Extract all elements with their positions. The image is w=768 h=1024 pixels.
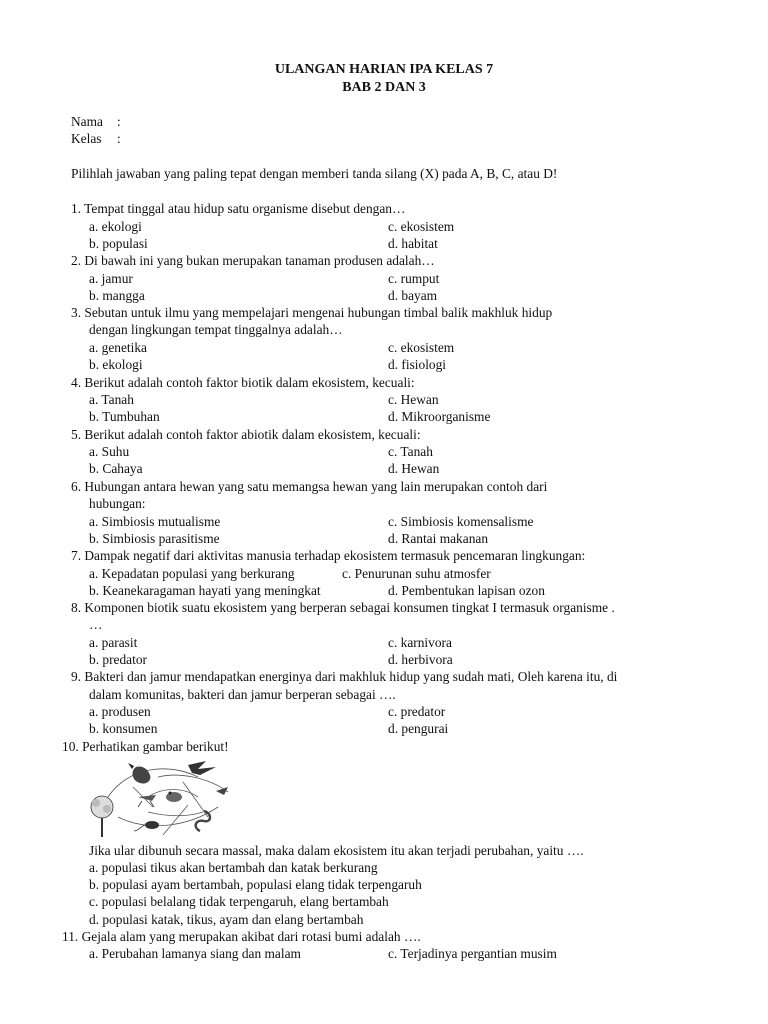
food-web-figure — [88, 757, 244, 839]
q2-option-c: c. rumput — [388, 271, 440, 286]
q6-option-c: c. Simbiosis komensalisme — [388, 514, 534, 529]
q6-option-d: d. Rantai makanan — [388, 531, 489, 546]
question-7: 7. Dampak negatif dari aktivitas manusia terhadap ekosistem termasuk pencemaran lingkungan: — [71, 548, 586, 563]
q1-option-a: a. ekologi — [89, 219, 142, 234]
q1-option-d: d. habitat — [388, 236, 438, 251]
q3-option-b: b. ekologi — [89, 357, 143, 372]
q8-option-c: c. karnivora — [388, 635, 452, 650]
question-6-cont: hubungan: — [89, 496, 146, 511]
q2-option-a: a. jamur — [89, 271, 133, 286]
q4-option-a: a. Tanah — [89, 392, 134, 407]
worksheet-title: ULANGAN HARIAN IPA KELAS 7 — [274, 62, 494, 77]
question-10-cont: Jika ular dibunuh secara massal, maka dalam ekosistem itu akan terjadi perubahan, yaitu …. — [89, 843, 584, 858]
q3-option-d: d. fisiologi — [388, 357, 447, 372]
q9-option-b: b. konsumen — [89, 721, 158, 736]
q5-option-c: c. Tanah — [388, 444, 433, 459]
q4-option-b: b. Tumbuhan — [89, 409, 160, 424]
question-9: 9. Bakteri dan jamur mendapatkan energinya dari makhluk hidup yang sudah mati, Oleh karena itu, di — [71, 669, 618, 684]
q8-option-d: d. herbivora — [388, 652, 453, 667]
q9-option-c: c. predator — [388, 704, 446, 719]
instructions: Pilihlah jawaban yang paling tepat dengan memberi tanda silang (X) pada A, B, C, atau D! — [71, 166, 558, 181]
q1-option-b: b. populasi — [89, 236, 148, 251]
question-11: 11. Gejala alam yang merupakan akibat dari rotasi bumi adalah …. — [62, 929, 421, 944]
q9-option-a: a. produsen — [89, 704, 151, 719]
q4-option-c: c. Hewan — [388, 392, 439, 407]
question-3: 3. Sebutan untuk ilmu yang mempelajari mengenai hubungan timbal balik makhluk hidup — [71, 305, 553, 320]
q10-option-a: a. populasi tikus akan bertambah dan katak berkurang — [89, 860, 378, 875]
question-4: 4. Berikut adalah contoh faktor biotik dalam ekosistem, kecuali: — [71, 375, 415, 390]
q4-option-d: d. Mikroorganisme — [388, 409, 491, 424]
question-6: 6. Hubungan antara hewan yang satu memangsa hewan yang lain merupakan contoh dari — [71, 479, 548, 494]
q2-option-b: b. mangga — [89, 288, 145, 303]
q7-option-d: d. Pembentukan lapisan ozon — [388, 583, 545, 598]
question-8: 8. Komponen biotik suatu ekosistem yang berperan sebagai konsumen tingkat I termasuk organisme . — [71, 600, 615, 615]
frog-icon — [166, 792, 182, 803]
q11-option-c: c. Terjadinya pergantian musim — [388, 946, 557, 961]
question-1: 1. Tempat tinggal atau hidup satu organisme disebut dengan… — [71, 201, 406, 216]
nama-colon: : — [117, 114, 121, 129]
q5-option-b: b. Cahaya — [89, 461, 143, 476]
q2-option-d: d. bayam — [388, 288, 438, 303]
q11-option-a: a. Perubahan lamanya siang dan malam — [89, 946, 301, 961]
q7-option-a: a. Kepadatan populasi yang berkurang — [89, 566, 295, 581]
kelas-label: Kelas — [71, 131, 102, 146]
question-2: 2. Di bawah ini yang bukan merupakan tanaman produsen adalah… — [71, 253, 435, 268]
q10-option-d: d. populasi katak, tikus, ayam dan elang bertambah — [89, 912, 364, 927]
q8-option-b: b. predator — [89, 652, 148, 667]
snake-icon — [196, 811, 210, 831]
q5-option-d: d. Hewan — [388, 461, 440, 476]
kelas-colon: : — [117, 131, 121, 146]
q6-option-a: a. Simbiosis mutualisme — [89, 514, 221, 529]
question-5: 5. Berikut adalah contoh faktor abiotik dalam ekosistem, kecuali: — [71, 427, 421, 442]
question-3-cont: dengan lingkungan tempat tinggalnya adalah… — [89, 322, 343, 337]
q8-option-a: a. parasit — [89, 635, 138, 650]
question-8-cont: … — [89, 617, 103, 632]
q1-option-c: c. ekosistem — [388, 219, 455, 234]
question-9-cont: dalam komunitas, bakteri dan jamur berperan sebagai …. — [89, 687, 396, 702]
q6-option-b: b. Simbiosis parasitisme — [89, 531, 220, 546]
eagle-icon — [188, 761, 216, 775]
nama-label: Nama — [71, 114, 103, 129]
question-10: 10. Perhatikan gambar berikut! — [62, 739, 229, 754]
q9-option-d: d. pengurai — [388, 721, 449, 736]
q5-option-a: a. Suhu — [89, 444, 130, 459]
rooster-icon — [128, 763, 150, 784]
mouse-icon — [134, 821, 159, 831]
q7-option-b: b. Keanekaragaman hayati yang meningkat — [89, 583, 321, 598]
worksheet-subtitle: BAB 2 DAN 3 — [342, 80, 426, 95]
q3-option-a: a. genetika — [89, 340, 147, 355]
tree-icon — [91, 796, 113, 837]
q7-option-c: c. Penurunan suhu atmosfer — [342, 566, 491, 581]
q3-option-c: c. ekosistem — [388, 340, 455, 355]
q10-option-c: c. populasi belalang tidak terpengaruh, elang bertambah — [89, 894, 389, 909]
q10-option-b: b. populasi ayam bertambah, populasi elang tidak terpengaruh — [89, 877, 422, 892]
